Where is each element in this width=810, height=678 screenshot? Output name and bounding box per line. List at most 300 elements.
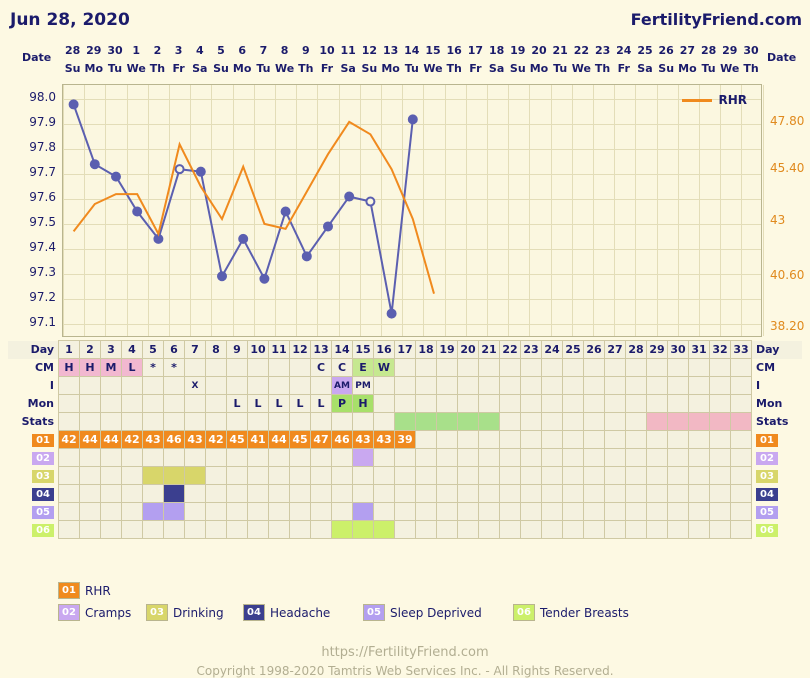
intercourse-row-cell[interactable] [668, 377, 689, 395]
stats-row-cell[interactable] [143, 413, 164, 431]
cm-row-cell[interactable] [416, 359, 437, 377]
symptom-cell[interactable] [185, 449, 206, 467]
cm-row-cell[interactable] [290, 359, 311, 377]
symptom-cell[interactable] [437, 467, 458, 485]
monitor-row-cell[interactable] [437, 395, 458, 413]
day-row-cell[interactable]: 9 [227, 341, 248, 359]
day-row-cell[interactable]: 17 [395, 341, 416, 359]
intercourse-row-cell[interactable] [122, 377, 143, 395]
cm-row-cell[interactable]: E [353, 359, 374, 377]
monitor-row-cell[interactable]: L [269, 395, 290, 413]
rhr-cell[interactable] [731, 431, 752, 449]
intercourse-row-cell[interactable] [521, 377, 542, 395]
symptom-cell[interactable] [563, 467, 584, 485]
day-row-cell[interactable]: 19 [437, 341, 458, 359]
stats-row-cell[interactable] [290, 413, 311, 431]
cm-row-cell[interactable] [206, 359, 227, 377]
monitor-row-cell[interactable] [185, 395, 206, 413]
stats-row-cell[interactable] [416, 413, 437, 431]
symptom-cell[interactable] [353, 467, 374, 485]
symptom-cell[interactable] [122, 449, 143, 467]
symptom-cell[interactable] [647, 503, 668, 521]
cm-row-cell[interactable]: L [122, 359, 143, 377]
rhr-cell[interactable] [479, 431, 500, 449]
symptom-cell[interactable] [731, 503, 752, 521]
intercourse-row-cell[interactable] [500, 377, 521, 395]
day-row-cell[interactable]: 18 [416, 341, 437, 359]
symptom-cell[interactable] [269, 485, 290, 503]
stats-row-cell[interactable] [101, 413, 122, 431]
stats-row-cell[interactable] [437, 413, 458, 431]
symptom-cell[interactable] [80, 503, 101, 521]
intercourse-row-cell[interactable] [101, 377, 122, 395]
symptom-cell[interactable] [185, 467, 206, 485]
rhr-cell[interactable]: 46 [332, 431, 353, 449]
intercourse-row-cell[interactable] [542, 377, 563, 395]
symptom-cell[interactable] [122, 485, 143, 503]
symptom-cell[interactable] [605, 503, 626, 521]
monitor-row-cell[interactable] [143, 395, 164, 413]
symptom-cell[interactable] [500, 449, 521, 467]
stats-row-cell[interactable] [647, 413, 668, 431]
symptom-cell[interactable] [290, 467, 311, 485]
symptom-cell[interactable] [731, 521, 752, 539]
symptom-cell[interactable] [500, 521, 521, 539]
stats-row-cell[interactable] [353, 413, 374, 431]
cm-row-cell[interactable]: * [143, 359, 164, 377]
day-row-cell[interactable]: 5 [143, 341, 164, 359]
intercourse-row-cell[interactable] [206, 377, 227, 395]
symptom-cell[interactable] [374, 485, 395, 503]
symptom-cell[interactable] [206, 467, 227, 485]
stats-row-cell[interactable] [311, 413, 332, 431]
day-row-cell[interactable]: 22 [500, 341, 521, 359]
day-row-cell[interactable]: 6 [164, 341, 185, 359]
stats-row-cell[interactable] [164, 413, 185, 431]
symptom-cell[interactable] [269, 449, 290, 467]
symptom-cell[interactable] [668, 503, 689, 521]
symptom-cell[interactable] [248, 503, 269, 521]
symptom-cell[interactable] [374, 503, 395, 521]
symptom-cell[interactable] [290, 503, 311, 521]
intercourse-row-cell[interactable] [479, 377, 500, 395]
symptom-cell[interactable] [206, 485, 227, 503]
data-point[interactable] [70, 100, 78, 108]
monitor-row-cell[interactable] [164, 395, 185, 413]
symptom-cell[interactable] [689, 485, 710, 503]
symptom-cell[interactable] [689, 521, 710, 539]
symptom-cell[interactable] [458, 467, 479, 485]
rhr-cell[interactable] [542, 431, 563, 449]
cm-row-cell[interactable]: * [164, 359, 185, 377]
data-point[interactable] [324, 222, 332, 230]
stats-row-cell[interactable] [248, 413, 269, 431]
symptom-cell[interactable] [353, 485, 374, 503]
intercourse-row-cell[interactable]: AM [332, 377, 353, 395]
symptom-cell[interactable] [584, 485, 605, 503]
stats-row-cell[interactable] [332, 413, 353, 431]
data-point[interactable] [345, 193, 353, 201]
symptom-cell[interactable] [437, 521, 458, 539]
symptom-cell[interactable] [647, 521, 668, 539]
symptom-cell[interactable] [689, 449, 710, 467]
rhr-cell[interactable]: 44 [80, 431, 101, 449]
symptom-cell[interactable] [668, 467, 689, 485]
monitor-row-cell[interactable] [563, 395, 584, 413]
monitor-row-cell[interactable] [416, 395, 437, 413]
symptom-cell[interactable] [437, 485, 458, 503]
cm-row-cell[interactable] [731, 359, 752, 377]
day-row-cell[interactable]: 30 [668, 341, 689, 359]
cm-row-cell[interactable] [626, 359, 647, 377]
day-row-cell[interactable]: 31 [689, 341, 710, 359]
monitor-row-cell[interactable] [689, 395, 710, 413]
symptom-cell[interactable] [164, 503, 185, 521]
rhr-cell[interactable] [626, 431, 647, 449]
intercourse-row-cell[interactable] [584, 377, 605, 395]
data-point[interactable] [260, 275, 268, 283]
rhr-cell[interactable]: 45 [290, 431, 311, 449]
symptom-cell[interactable] [710, 521, 731, 539]
stats-row-cell[interactable] [542, 413, 563, 431]
intercourse-row-cell[interactable] [59, 377, 80, 395]
symptom-cell[interactable] [479, 503, 500, 521]
day-row-cell[interactable]: 16 [374, 341, 395, 359]
rhr-cell[interactable] [563, 431, 584, 449]
stats-row-cell[interactable] [689, 413, 710, 431]
intercourse-row-cell[interactable] [626, 377, 647, 395]
intercourse-row-cell[interactable] [290, 377, 311, 395]
rhr-cell[interactable] [605, 431, 626, 449]
symptom-cell[interactable] [101, 467, 122, 485]
intercourse-row-cell[interactable] [731, 377, 752, 395]
stats-row-cell[interactable] [395, 413, 416, 431]
symptom-cell[interactable] [269, 521, 290, 539]
symptom-cell[interactable] [395, 485, 416, 503]
symptom-cell[interactable] [668, 485, 689, 503]
rhr-cell[interactable]: 41 [248, 431, 269, 449]
stats-row-cell[interactable] [479, 413, 500, 431]
monitor-row-cell[interactable] [605, 395, 626, 413]
stats-row-cell[interactable] [626, 413, 647, 431]
stats-row-cell[interactable] [185, 413, 206, 431]
stats-row-cell[interactable] [458, 413, 479, 431]
intercourse-row-cell[interactable] [605, 377, 626, 395]
stats-row-cell[interactable] [80, 413, 101, 431]
symptom-cell[interactable] [353, 449, 374, 467]
intercourse-row-cell[interactable] [437, 377, 458, 395]
symptom-cell[interactable] [80, 521, 101, 539]
symptom-cell[interactable] [626, 449, 647, 467]
symptom-cell[interactable] [269, 467, 290, 485]
symptom-cell[interactable] [416, 503, 437, 521]
day-row-cell[interactable]: 27 [605, 341, 626, 359]
monitor-row-cell[interactable] [458, 395, 479, 413]
symptom-cell[interactable] [731, 449, 752, 467]
symptom-cell[interactable] [563, 521, 584, 539]
symptom-cell[interactable] [605, 449, 626, 467]
symptom-cell[interactable] [395, 521, 416, 539]
rhr-cell[interactable]: 45 [227, 431, 248, 449]
day-row-cell[interactable]: 4 [122, 341, 143, 359]
monitor-row-cell[interactable] [374, 395, 395, 413]
symptom-cell[interactable] [437, 503, 458, 521]
rhr-cell[interactable] [710, 431, 731, 449]
monitor-row-cell[interactable]: P [332, 395, 353, 413]
day-row-cell[interactable]: 14 [332, 341, 353, 359]
symptom-cell[interactable] [59, 467, 80, 485]
rhr-cell[interactable]: 47 [311, 431, 332, 449]
monitor-row-cell[interactable] [479, 395, 500, 413]
rhr-cell[interactable] [500, 431, 521, 449]
symptom-cell[interactable] [374, 467, 395, 485]
symptom-cell[interactable] [122, 503, 143, 521]
data-point[interactable] [303, 252, 311, 260]
rhr-cell[interactable] [458, 431, 479, 449]
cm-row-cell[interactable] [605, 359, 626, 377]
symptom-cell[interactable] [227, 485, 248, 503]
symptom-cell[interactable] [563, 503, 584, 521]
rhr-cell[interactable]: 39 [395, 431, 416, 449]
symptom-cell[interactable] [374, 449, 395, 467]
symptom-cell[interactable] [143, 467, 164, 485]
cm-row-cell[interactable]: H [59, 359, 80, 377]
symptom-cell[interactable] [248, 449, 269, 467]
symptom-cell[interactable] [290, 485, 311, 503]
symptom-cell[interactable] [227, 521, 248, 539]
symptom-cell[interactable] [710, 467, 731, 485]
symptom-cell[interactable] [668, 449, 689, 467]
symptom-cell[interactable] [479, 485, 500, 503]
symptom-cell[interactable] [101, 449, 122, 467]
rhr-cell[interactable]: 44 [269, 431, 290, 449]
day-row-cell[interactable]: 2 [80, 341, 101, 359]
rhr-cell[interactable]: 42 [122, 431, 143, 449]
symptom-cell[interactable] [626, 485, 647, 503]
symptom-cell[interactable] [248, 521, 269, 539]
day-row-cell[interactable]: 13 [311, 341, 332, 359]
cm-row-cell[interactable]: C [332, 359, 353, 377]
intercourse-row-cell[interactable] [311, 377, 332, 395]
data-point[interactable] [239, 235, 247, 243]
symptom-cell[interactable] [332, 521, 353, 539]
symptom-cell[interactable] [227, 449, 248, 467]
symptom-cell[interactable] [437, 449, 458, 467]
symptom-cell[interactable] [374, 521, 395, 539]
intercourse-row-cell[interactable] [458, 377, 479, 395]
symptom-cell[interactable] [185, 503, 206, 521]
symptom-cell[interactable] [710, 503, 731, 521]
symptom-cell[interactable] [290, 521, 311, 539]
data-point[interactable] [176, 165, 184, 173]
stats-row-cell[interactable] [584, 413, 605, 431]
intercourse-row-cell[interactable] [80, 377, 101, 395]
stats-row-cell[interactable] [500, 413, 521, 431]
symptom-cell[interactable] [59, 521, 80, 539]
data-point[interactable] [133, 208, 141, 216]
symptom-cell[interactable] [164, 485, 185, 503]
monitor-row-cell[interactable] [584, 395, 605, 413]
symptom-cell[interactable] [143, 521, 164, 539]
symptom-cell[interactable] [311, 485, 332, 503]
day-row-cell[interactable]: 28 [626, 341, 647, 359]
intercourse-row-cell[interactable]: X [185, 377, 206, 395]
cm-row-cell[interactable] [227, 359, 248, 377]
symptom-cell[interactable] [332, 485, 353, 503]
symptom-cell[interactable] [143, 485, 164, 503]
symptom-cell[interactable] [626, 503, 647, 521]
day-row-cell[interactable]: 7 [185, 341, 206, 359]
intercourse-row-cell[interactable] [269, 377, 290, 395]
day-row-cell[interactable]: 33 [731, 341, 752, 359]
symptom-cell[interactable] [584, 449, 605, 467]
rhr-cell[interactable] [437, 431, 458, 449]
stats-row-cell[interactable] [605, 413, 626, 431]
stats-row-cell[interactable] [374, 413, 395, 431]
symptom-cell[interactable] [647, 449, 668, 467]
cm-row-cell[interactable]: C [311, 359, 332, 377]
cm-row-cell[interactable] [563, 359, 584, 377]
monitor-row-cell[interactable] [647, 395, 668, 413]
symptom-cell[interactable] [143, 449, 164, 467]
data-point[interactable] [409, 115, 417, 123]
cm-row-cell[interactable] [710, 359, 731, 377]
symptom-cell[interactable] [479, 449, 500, 467]
day-row-cell[interactable]: 12 [290, 341, 311, 359]
symptom-cell[interactable] [290, 449, 311, 467]
cm-row-cell[interactable] [458, 359, 479, 377]
rhr-cell[interactable]: 44 [101, 431, 122, 449]
cm-row-cell[interactable] [500, 359, 521, 377]
intercourse-row-cell[interactable]: PM [353, 377, 374, 395]
symptom-cell[interactable] [731, 467, 752, 485]
cm-row-cell[interactable] [248, 359, 269, 377]
stats-row-cell[interactable] [59, 413, 80, 431]
data-point[interactable] [218, 272, 226, 280]
symptom-cell[interactable] [101, 521, 122, 539]
cm-row-cell[interactable] [479, 359, 500, 377]
symptom-cell[interactable] [563, 485, 584, 503]
symptom-cell[interactable] [332, 467, 353, 485]
data-point[interactable] [282, 208, 290, 216]
day-row-cell[interactable]: 20 [458, 341, 479, 359]
cm-row-cell[interactable] [668, 359, 689, 377]
symptom-cell[interactable] [521, 449, 542, 467]
data-point[interactable] [366, 198, 374, 206]
symptom-cell[interactable] [164, 449, 185, 467]
symptom-cell[interactable] [206, 449, 227, 467]
intercourse-row-cell[interactable] [374, 377, 395, 395]
day-row-cell[interactable]: 3 [101, 341, 122, 359]
day-row-cell[interactable]: 24 [542, 341, 563, 359]
day-row-cell[interactable]: 11 [269, 341, 290, 359]
rhr-cell[interactable] [416, 431, 437, 449]
monitor-row-cell[interactable]: H [353, 395, 374, 413]
symptom-cell[interactable] [206, 503, 227, 521]
intercourse-row-cell[interactable] [248, 377, 269, 395]
cm-row-cell[interactable] [395, 359, 416, 377]
symptom-cell[interactable] [479, 521, 500, 539]
symptom-cell[interactable] [185, 485, 206, 503]
cm-row-cell[interactable] [584, 359, 605, 377]
monitor-row-cell[interactable] [626, 395, 647, 413]
stats-row-cell[interactable] [563, 413, 584, 431]
symptom-cell[interactable] [185, 521, 206, 539]
symptom-cell[interactable] [563, 449, 584, 467]
symptom-cell[interactable] [80, 467, 101, 485]
footer-url[interactable]: https://FertilityFriend.com [321, 645, 489, 660]
symptom-cell[interactable] [500, 485, 521, 503]
data-point[interactable] [197, 168, 205, 176]
symptom-cell[interactable] [479, 467, 500, 485]
symptom-cell[interactable] [542, 449, 563, 467]
day-row-cell[interactable]: 15 [353, 341, 374, 359]
symptom-cell[interactable] [59, 503, 80, 521]
symptom-cell[interactable] [458, 503, 479, 521]
symptom-cell[interactable] [311, 467, 332, 485]
symptom-cell[interactable] [311, 503, 332, 521]
data-point[interactable] [154, 235, 162, 243]
monitor-row-cell[interactable] [101, 395, 122, 413]
symptom-cell[interactable] [458, 485, 479, 503]
monitor-row-cell[interactable]: L [290, 395, 311, 413]
symptom-cell[interactable] [521, 503, 542, 521]
monitor-row-cell[interactable] [668, 395, 689, 413]
day-row-cell[interactable]: 10 [248, 341, 269, 359]
cm-row-cell[interactable] [521, 359, 542, 377]
symptom-cell[interactable] [626, 467, 647, 485]
symptom-cell[interactable] [605, 521, 626, 539]
symptom-cell[interactable] [584, 467, 605, 485]
stats-row-cell[interactable] [122, 413, 143, 431]
intercourse-row-cell[interactable] [164, 377, 185, 395]
symptom-cell[interactable] [206, 521, 227, 539]
cm-row-cell[interactable]: M [101, 359, 122, 377]
symptom-cell[interactable] [395, 503, 416, 521]
symptom-cell[interactable] [164, 467, 185, 485]
data-point[interactable] [91, 160, 99, 168]
symptom-cell[interactable] [164, 521, 185, 539]
symptom-cell[interactable] [521, 467, 542, 485]
monitor-row-cell[interactable] [521, 395, 542, 413]
symptom-cell[interactable] [731, 485, 752, 503]
symptom-cell[interactable] [647, 467, 668, 485]
cm-row-cell[interactable] [437, 359, 458, 377]
stats-row-cell[interactable] [668, 413, 689, 431]
day-row-cell[interactable]: 1 [59, 341, 80, 359]
symptom-cell[interactable] [458, 521, 479, 539]
cm-row-cell[interactable] [185, 359, 206, 377]
day-row-cell[interactable]: 29 [647, 341, 668, 359]
symptom-cell[interactable] [311, 449, 332, 467]
intercourse-row-cell[interactable] [143, 377, 164, 395]
symptom-cell[interactable] [395, 467, 416, 485]
symptom-cell[interactable] [80, 449, 101, 467]
symptom-cell[interactable] [710, 485, 731, 503]
symptom-cell[interactable] [500, 467, 521, 485]
monitor-row-cell[interactable]: L [311, 395, 332, 413]
rhr-cell[interactable] [668, 431, 689, 449]
stats-row-cell[interactable] [710, 413, 731, 431]
symptom-cell[interactable] [59, 485, 80, 503]
intercourse-row-cell[interactable] [710, 377, 731, 395]
intercourse-row-cell[interactable] [395, 377, 416, 395]
symptom-cell[interactable] [605, 467, 626, 485]
monitor-row-cell[interactable] [710, 395, 731, 413]
symptom-cell[interactable] [80, 485, 101, 503]
monitor-row-cell[interactable] [395, 395, 416, 413]
symptom-cell[interactable] [521, 521, 542, 539]
